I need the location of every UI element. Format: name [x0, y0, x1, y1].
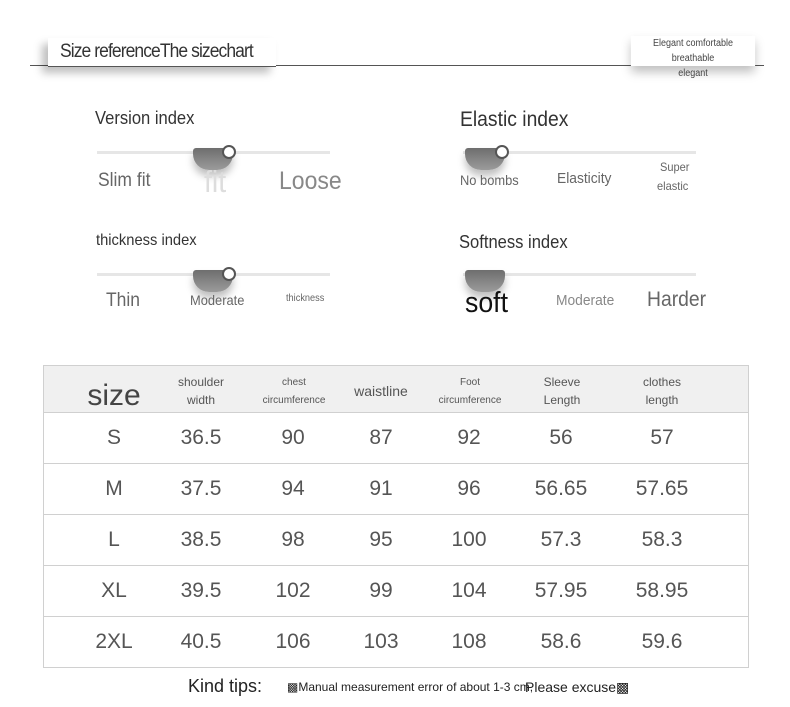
measurement-cell: 94 — [281, 477, 305, 500]
thickness-knob-dot — [222, 267, 236, 281]
measurement-cell: 91 — [369, 477, 393, 500]
tips-excuse: Please excuse▩ — [525, 679, 630, 695]
thickness-option-moderate: Moderate — [190, 292, 245, 308]
version-option-slim-fit: Slim fit — [98, 170, 151, 191]
measurement-cell: 103 — [363, 630, 399, 653]
measurement-cell: 56 — [549, 426, 573, 449]
measurement-cell: 106 — [275, 630, 311, 653]
version-index-title: Version index — [95, 108, 195, 128]
version-option-loose: Loose — [279, 167, 342, 195]
measurement-cell: 96 — [457, 477, 481, 500]
table-row — [44, 617, 748, 667]
measurement-cell: 104 — [451, 579, 487, 602]
header-tab — [48, 38, 276, 67]
measurement-cell: 102 — [275, 579, 311, 602]
header-badge — [631, 36, 755, 79]
measurement-cell: 95 — [369, 528, 393, 551]
measurement-cell: 58.3 — [641, 528, 683, 551]
table-body — [44, 413, 748, 667]
measurement-cell: 57 — [650, 426, 674, 449]
table-row — [44, 413, 748, 464]
elastic-option-elastic: elastic — [657, 179, 689, 193]
size-cell: L — [108, 528, 120, 551]
thickness-index-title: thickness index — [96, 232, 197, 249]
softness-option-harder: Harder — [647, 288, 707, 311]
measurement-cell: 37.5 — [180, 477, 222, 500]
measurement-cell: 108 — [451, 630, 487, 653]
version-knob-dot — [222, 145, 236, 159]
header-sleeve-length: Sleeve Length — [543, 375, 581, 407]
softness-index-title: Softness index — [459, 232, 568, 252]
page-title: Size referenceThe sizechart — [60, 41, 253, 62]
size-cell: M — [105, 477, 123, 500]
measurement-cell: 58.6 — [540, 630, 582, 653]
measurement-cell: 58.95 — [635, 579, 689, 602]
header-shoulder-width: shoulder width — [177, 375, 225, 407]
measurement-cell: 59.6 — [641, 630, 683, 653]
measurement-cell: 40.5 — [180, 630, 222, 653]
table-row — [44, 566, 748, 617]
size-cell: XL — [101, 579, 127, 602]
table-row — [44, 464, 748, 515]
size-cell: 2XL — [95, 630, 133, 653]
header-foot-circumference: Foot circumference — [438, 377, 502, 406]
elastic-index-title: Elastic index — [460, 108, 569, 131]
softness-option-soft: soft — [465, 287, 509, 319]
measurement-cell: 57.65 — [635, 477, 689, 500]
measurement-cell: 56.65 — [534, 477, 588, 500]
header-waistline: waistline — [354, 383, 408, 399]
elastic-knob-dot — [495, 145, 509, 159]
elastic-option-super: Super — [660, 160, 690, 174]
badge-line-2: elegant — [678, 68, 708, 79]
table-row — [44, 515, 748, 566]
measurement-cell: 39.5 — [180, 579, 222, 602]
tips-label: Kind tips: — [188, 676, 263, 696]
measurement-cell: 38.5 — [180, 528, 222, 551]
measurement-cell: 57.3 — [540, 528, 582, 551]
elastic-option-no-bombs: No bombs — [460, 172, 519, 188]
measurement-cell: 99 — [369, 579, 393, 602]
tips-note: ▩Manual measurement error of about 1-3 cm, — [287, 680, 534, 694]
table-header — [44, 366, 748, 413]
thickness-option-thin: Thin — [106, 290, 141, 311]
version-option-fit: fit — [204, 164, 227, 199]
measurement-cell: 36.5 — [180, 426, 222, 449]
measurement-cell: 87 — [369, 426, 393, 449]
header-chest-circumference: chest circumference — [262, 377, 326, 406]
header-clothes-length: clothes length — [642, 375, 682, 407]
measurement-cell: 57.95 — [534, 579, 588, 602]
measurement-cell: 90 — [281, 426, 305, 449]
elastic-option-elasticity: Elasticity — [557, 170, 612, 187]
measurement-cell: 100 — [451, 528, 487, 551]
softness-option-moderate: Moderate — [556, 292, 615, 309]
badge-line-1: Elegant comfortable breathable — [652, 38, 734, 64]
size-cell: S — [106, 426, 121, 449]
measurement-cell: 92 — [457, 426, 481, 449]
size-table — [43, 365, 749, 668]
thickness-option-thickness: thickness — [286, 293, 325, 304]
measurement-cell: 98 — [281, 528, 305, 551]
header-size: size — [87, 379, 141, 412]
